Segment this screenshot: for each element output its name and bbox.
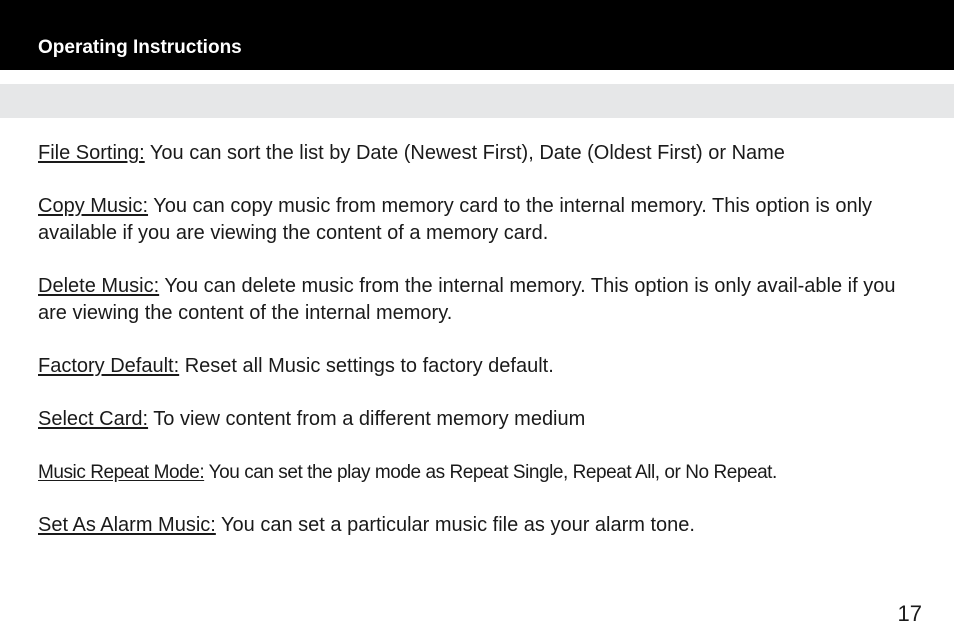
entry-description: You can delete music from the internal memory. This option is only avail-able if you are viewing the content of the internal memory. [38, 275, 896, 324]
page-number: 17 [897, 601, 922, 626]
entry-term: Factory Default: [38, 355, 180, 377]
entry-copy-music [38, 193, 928, 247]
entry-music-repeat-mode [38, 459, 928, 486]
page-title: Operating Instructions [38, 37, 242, 58]
entry-description: You can sort the list by Date (Newest First), Date (Oldest First) or Name [149, 142, 785, 164]
header-bar [0, 0, 954, 70]
entry-select-card [38, 406, 928, 433]
section-band [0, 84, 954, 118]
instructions-list [38, 140, 928, 565]
entry-description: To view content from a different memory medium [153, 408, 586, 430]
entry-term: Copy Music: [38, 195, 149, 217]
entry-delete-music [38, 273, 928, 327]
entry-description: You can set a particular music file as your alarm tone. [221, 514, 695, 536]
entry-term: File Sorting: [38, 142, 145, 164]
entry-file-sorting [38, 140, 928, 167]
entry-term: Music Repeat Mode: [38, 462, 205, 483]
entry-description: Reset all Music settings to factory default. [184, 355, 554, 377]
entry-factory-default [38, 353, 928, 380]
entry-description: You can copy music from memory card to the internal memory. This option is only available if you are viewing the content of a memory card. [38, 195, 873, 244]
entry-set-as-alarm-music [38, 512, 928, 539]
entry-term: Delete Music: [38, 275, 160, 297]
entry-description: You can set the play mode as Repeat Single, Repeat All, or No Repeat. [208, 462, 777, 483]
entry-term: Select Card: [38, 408, 149, 430]
entry-term: Set As Alarm Music: [38, 514, 216, 536]
